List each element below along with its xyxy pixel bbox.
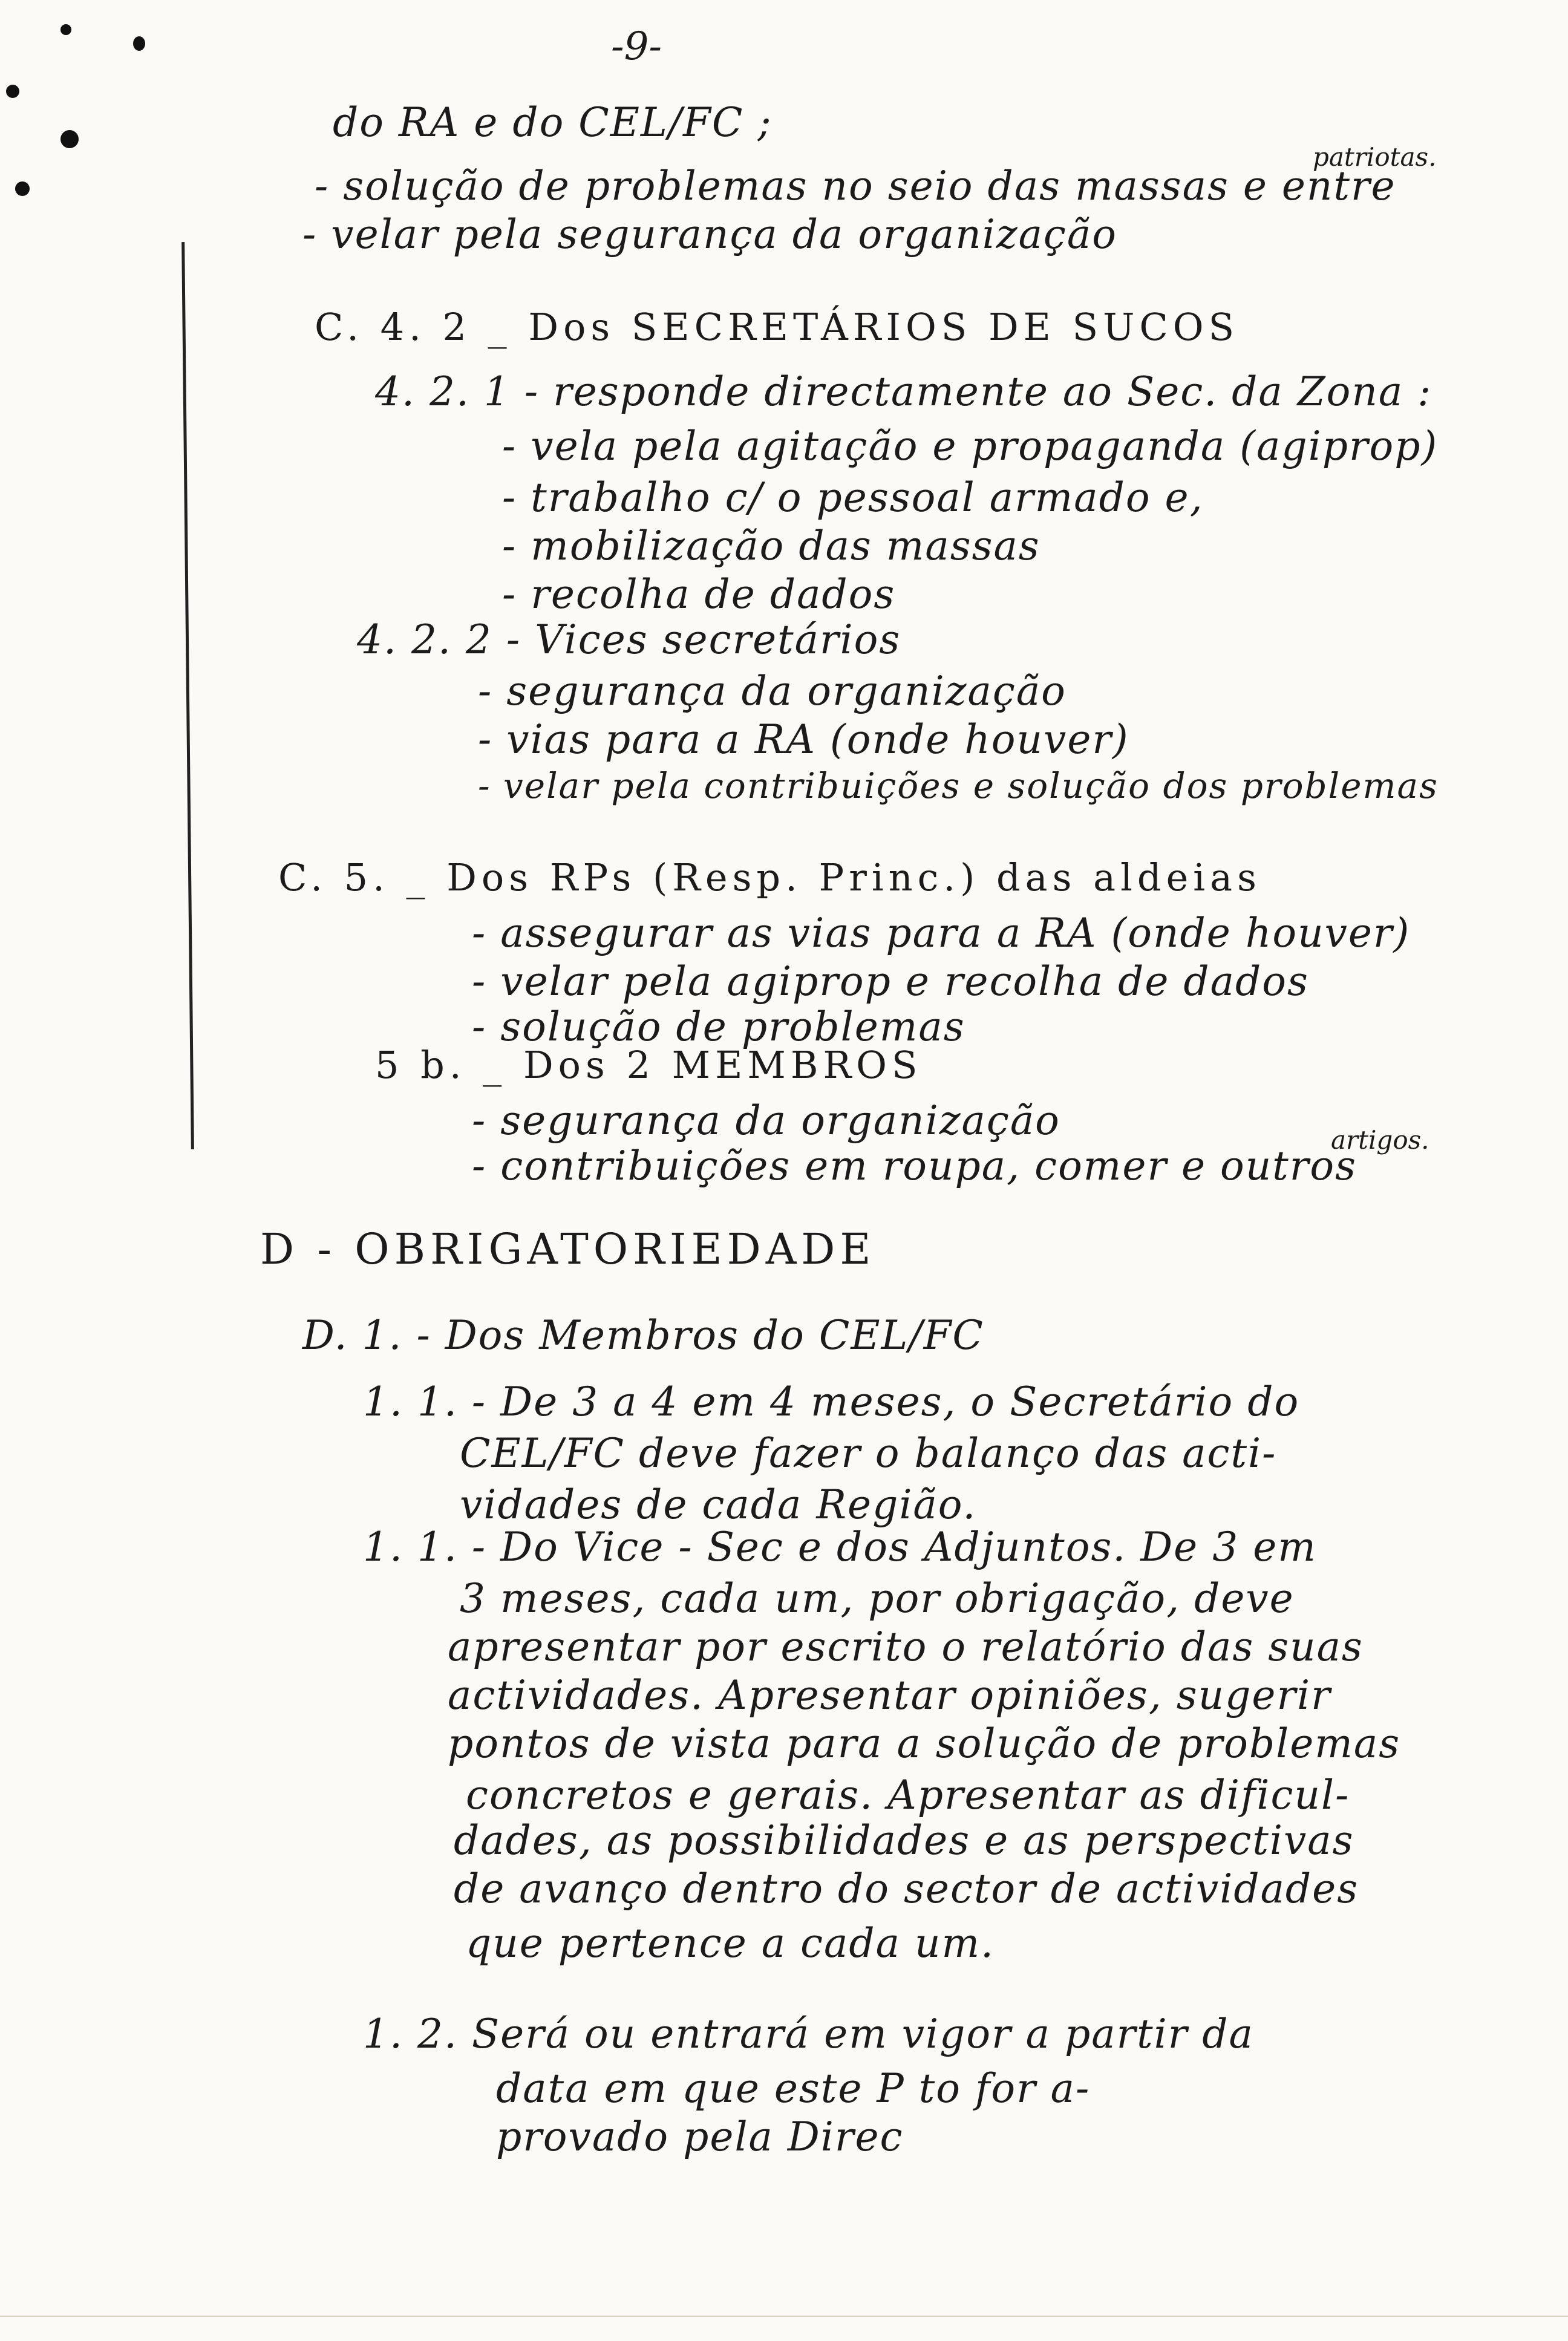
text-line: - segurança da organização [478, 668, 1067, 714]
text-line: CEL/FC deve fazer o balanço das acti- [460, 1430, 1277, 1477]
text-line: - contribuições em roupa, comer e outros [472, 1143, 1357, 1189]
text-line: - vias para a RA (onde houver) [478, 716, 1129, 763]
text-line: 4. 2. 2 - Vices secretários [357, 616, 901, 663]
text-line: do RA e do CEL/FC ; [333, 99, 773, 146]
text-line: concretos e gerais. Apresentar as dificul- [466, 1772, 1350, 1818]
text-line: de avanço dentro do sector de actividades [454, 1866, 1359, 1912]
text-line: vidades de cada Região. [460, 1481, 977, 1528]
section-heading: C. 5. _ Dos RPs (Resp. Princ.) das aldeias [278, 855, 1261, 900]
text-line: apresentar por escrito o relatório das suas [448, 1624, 1364, 1670]
text-line: provado pela Direc [496, 2114, 904, 2160]
page-number: -9- [611, 24, 662, 69]
text-line: - assegurar as vias para a RA (onde houver) [472, 910, 1411, 956]
ink-speck [60, 24, 71, 35]
text-line: D. 1. - Dos Membros do CEL/FC [302, 1312, 984, 1359]
margin-note-artigos: artigos. [1331, 1125, 1429, 1155]
margin-note-patriotas: patriotas. [1313, 142, 1437, 172]
text-line: que pertence a cada um. [466, 1920, 995, 1967]
text-line: 1. 1. - De 3 a 4 em 4 meses, o Secretário do [363, 1379, 1300, 1425]
text-line: data em que este P to for a- [496, 2065, 1091, 2112]
text-line: actividades. Apresentar opiniões, sugerir [448, 1672, 1331, 1719]
text-line: - segurança da organização [472, 1097, 1060, 1144]
section-heading: 5 b. _ Dos 2 MEMBROS [375, 1043, 923, 1087]
text-line: 1. 1. - Do Vice - Sec e dos Adjuntos. De 3 em [363, 1524, 1317, 1570]
text-line: - velar pela segurança da organização [302, 211, 1117, 258]
text-line: - recolha de dados [502, 571, 896, 618]
section-heading: C. 4. 2 _ Dos SECRETÁRIOS DE SUCOS [315, 305, 1240, 349]
ink-speck [133, 36, 145, 51]
text-line: - vela pela agitação e propaganda (agiprop) [502, 423, 1439, 469]
section-heading: D - OBRIGATORIEDADE [260, 1224, 876, 1274]
text-line: 3 meses, cada um, por obrigação, deve [460, 1575, 1295, 1622]
text-line: 4. 2. 1 - responde directamente ao Sec. da Zona : [375, 368, 1432, 415]
text-line: dades, as possibilidades e as perspectivas [454, 1817, 1354, 1864]
text-line: pontos de vista para a solução de problemas [448, 1720, 1401, 1767]
ink-speck [60, 130, 79, 148]
ink-speck [15, 181, 30, 196]
text-line: - velar pela contribuições e solução dos problemas [478, 765, 1439, 806]
text-line: - trabalho c/ o pessoal armado e, [502, 474, 1204, 521]
text-line: - velar pela agiprop e recolha de dados [472, 958, 1309, 1005]
text-line: - solução de problemas no seio das massas e entre [315, 163, 1396, 209]
text-line: 1. 2. Será ou entrará em vigor a partir da [363, 2011, 1254, 2057]
margin-bracket-line [181, 242, 194, 1149]
text-line: - mobilização das massas [502, 523, 1040, 569]
page-bottom-edge [0, 2316, 1568, 2317]
ink-speck [6, 85, 19, 98]
text-line: - solução de problemas [472, 1004, 965, 1050]
